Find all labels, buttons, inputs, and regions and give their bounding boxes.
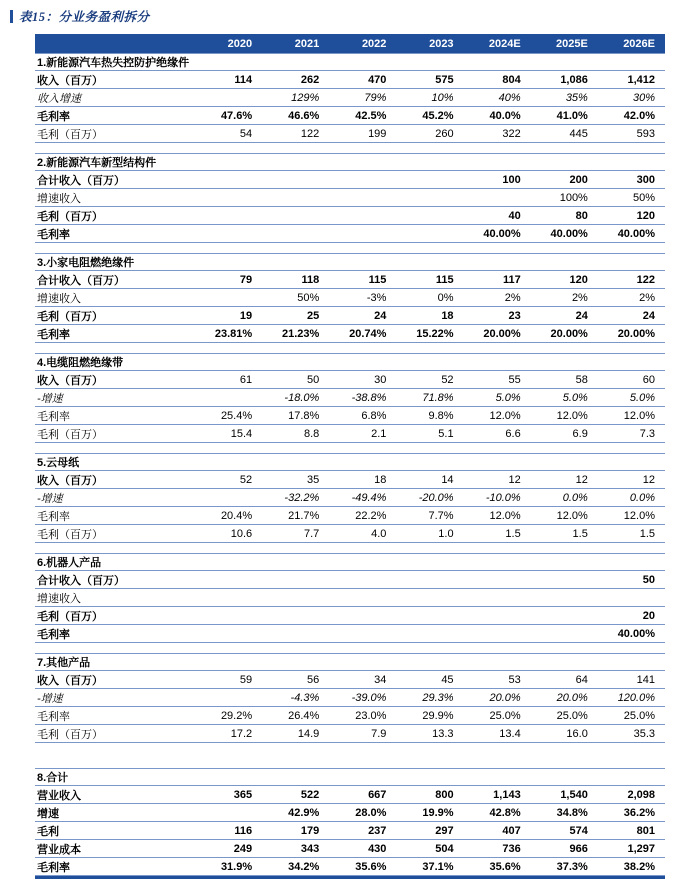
column-header-2021: 2021: [294, 37, 320, 50]
table-cell: 115: [435, 273, 454, 286]
table-cell: 5.0%: [629, 391, 655, 404]
table-row: [35, 607, 665, 625]
table-cell: 30%: [632, 91, 655, 104]
row-label: 收入（百万）: [37, 474, 103, 487]
table-cell: 19.9%: [422, 806, 454, 819]
table-cell: 47.6%: [220, 109, 253, 122]
row-label: 毛利率: [37, 861, 70, 874]
table-cell: 445: [569, 127, 588, 140]
row-label: 合计收入（百万）: [37, 574, 125, 587]
section-header-label: 5.云母纸: [37, 457, 80, 469]
column-header-2026e: 2026E: [623, 37, 655, 50]
table-row: [35, 171, 665, 189]
table-cell: 24: [642, 309, 655, 322]
table-cell: 100%: [559, 191, 588, 204]
table-cell: 5.0%: [495, 391, 521, 404]
table-cell: 25.0%: [556, 709, 588, 722]
section-header-row: [35, 453, 665, 471]
table-cell: 574: [569, 824, 588, 837]
table-title: 表15：分业务盈利拆分: [19, 10, 150, 24]
column-header-2022: 2022: [361, 37, 387, 50]
table-cell: 52: [441, 373, 454, 386]
table-row: [35, 507, 665, 525]
table-row: [35, 371, 665, 389]
table-cell: 38.2%: [623, 860, 655, 873]
table-cell: 1.5: [572, 527, 588, 540]
table-cell: 736: [502, 842, 521, 855]
table-cell: 34: [374, 673, 387, 686]
table-cell: 40%: [498, 91, 521, 104]
row-label: 营业收入: [37, 789, 81, 802]
table-cell: 801: [636, 824, 655, 837]
table-row: [35, 840, 665, 858]
section-gap: [35, 343, 665, 353]
table-cell: 42.0%: [623, 109, 655, 122]
table-cell: 21.23%: [281, 327, 320, 340]
table-cell: 50: [642, 573, 655, 586]
section-header-label: 4.电缆阻燃绝缘带: [37, 357, 124, 369]
segment-profit-table: [35, 34, 665, 879]
table-cell: -18.0%: [284, 391, 320, 404]
table-cell: 2%: [571, 291, 588, 304]
table-row: [35, 125, 665, 143]
table-cell: 129%: [291, 91, 320, 104]
table-cell: 430: [368, 842, 387, 855]
table-cell: 237: [368, 824, 387, 837]
table-cell: 42.5%: [355, 109, 387, 122]
column-header-2020: 2020: [227, 37, 253, 50]
column-header-2025e: 2025E: [556, 37, 588, 50]
table-cell: 20.74%: [349, 327, 387, 340]
table-cell: 37.3%: [556, 860, 588, 873]
row-label: 增速收入: [37, 592, 81, 605]
table-cell: 15.22%: [416, 327, 454, 340]
table-cell: 26.4%: [288, 709, 320, 722]
table-cell: 12.0%: [489, 509, 521, 522]
row-label: 收入（百万）: [37, 374, 103, 387]
table-cell: 260: [435, 127, 454, 140]
row-label: 增速收入: [37, 292, 81, 305]
table-cell: 118: [301, 273, 320, 286]
table-cell: 18: [374, 473, 387, 486]
table-cell: 45.2%: [422, 109, 454, 122]
table-cell: 25.0%: [623, 709, 655, 722]
table-cell: 23.0%: [355, 709, 387, 722]
table-row: [35, 489, 665, 507]
table-cell: 71.8%: [422, 391, 454, 404]
table-cell: 35.6%: [355, 860, 387, 873]
row-label: 毛利（百万）: [37, 610, 103, 623]
table-cell: -4.3%: [290, 691, 320, 704]
table-cell: 122: [636, 273, 655, 286]
table-cell: 14.9: [297, 727, 320, 740]
table-cell: 29.9%: [422, 709, 454, 722]
table-row: [35, 571, 665, 589]
table-cell: 37.1%: [422, 860, 454, 873]
table-cell: 50%: [297, 291, 320, 304]
table-cell: 322: [502, 127, 521, 140]
table-cell: 35%: [565, 91, 588, 104]
table-cell: 29.2%: [220, 709, 253, 722]
section-gap: [35, 543, 665, 553]
section-header-row: [35, 353, 665, 371]
table-cell: 262: [300, 73, 320, 86]
table-cell: 6.6: [505, 427, 521, 440]
table-cell: 2.1: [371, 427, 387, 440]
table-cell: 5.0%: [562, 391, 588, 404]
table-cell: 9.8%: [428, 409, 454, 422]
table-cell: 120.0%: [617, 691, 655, 704]
table-cell: 120: [569, 273, 588, 286]
table-cell: 23.81%: [214, 327, 253, 340]
table-cell: 28.0%: [355, 806, 387, 819]
table-row: [35, 71, 665, 89]
table-cell: 1,086: [560, 73, 588, 86]
column-header-2024e: 2024E: [488, 37, 521, 50]
table-cell: 10%: [431, 91, 454, 104]
row-label: 毛利: [37, 825, 59, 838]
section-header-row: [35, 653, 665, 671]
table-cell: 1,540: [560, 788, 588, 801]
table-row: [35, 389, 665, 407]
table-cell: 200: [569, 173, 588, 186]
section-header-label: 6.机器人产品: [37, 557, 102, 569]
table-cell: 35: [307, 473, 320, 486]
row-label: 收入（百万）: [37, 674, 103, 687]
table-cell: 0.0%: [562, 491, 588, 504]
table-row: [35, 271, 665, 289]
table-cell: 20.0%: [489, 691, 521, 704]
table-cell: 29.3%: [422, 691, 454, 704]
table-cell: 60: [642, 373, 655, 386]
table-cell: 25: [307, 309, 320, 322]
row-label: 合计收入（百万）: [37, 274, 125, 287]
section-header-label: 3.小家电阻燃绝缘件: [37, 257, 135, 269]
table-cell: 50: [307, 373, 320, 386]
table-cell: 13.3: [432, 727, 454, 740]
table-cell: 23: [508, 309, 521, 322]
table-cell: 1,297: [627, 842, 655, 855]
table-cell: 116: [234, 824, 253, 837]
table-row: [35, 289, 665, 307]
table-cell: 40: [508, 209, 521, 222]
row-label: 毛利率: [37, 110, 70, 123]
row-label: -增速: [37, 692, 63, 705]
section-gap: [35, 243, 665, 253]
column-header-2023: 2023: [429, 37, 454, 50]
table-cell: 79%: [364, 91, 387, 104]
table-cell: 42.9%: [288, 806, 320, 819]
section-gap: [35, 143, 665, 153]
table-cell: 15.4: [230, 427, 253, 440]
table-cell: 52: [239, 473, 253, 486]
table-cell: 1.0: [438, 527, 454, 540]
table-row: [35, 471, 665, 489]
table-cell: 20: [642, 609, 655, 622]
table-cell: 61: [239, 373, 253, 386]
section-header-row: [35, 153, 665, 171]
table-cell: -32.2%: [284, 491, 320, 504]
row-label: 合计收入（百万）: [37, 174, 125, 187]
row-label: 毛利率: [37, 510, 70, 523]
section-header-label: 1.新能源汽车热失控防护绝缘件: [37, 57, 190, 69]
table-cell: 199: [368, 127, 387, 140]
section-header-label: 7.其他产品: [37, 657, 91, 669]
table-cell: 25.4%: [220, 409, 253, 422]
row-label: 增速收入: [37, 192, 81, 205]
table-cell: 7.3: [639, 427, 655, 440]
table-cell: 297: [435, 824, 454, 837]
table-cell: 56: [307, 673, 320, 686]
table-cell: 6.8%: [361, 409, 387, 422]
table-cell: 800: [435, 788, 454, 801]
table-row: [35, 689, 665, 707]
table-cell: 4.0: [371, 527, 387, 540]
title-accent-bar: [10, 10, 13, 23]
table-cell: 20.0%: [556, 691, 588, 704]
table-row: [35, 804, 665, 822]
section-gap: [35, 743, 665, 768]
table-cell: 8.8: [303, 427, 320, 440]
table-cell: 7.7: [303, 527, 320, 540]
row-label: 毛利（百万）: [37, 128, 103, 141]
table-cell: 40.00%: [483, 227, 521, 240]
table-row: [35, 425, 665, 443]
table-cell: 19: [239, 309, 253, 322]
table-row: [35, 207, 665, 225]
table-cell: 120: [636, 209, 655, 222]
row-label: 毛利率: [37, 228, 70, 241]
row-label: 营业成本: [37, 843, 81, 856]
table-cell: 179: [300, 824, 320, 837]
table-row: [35, 307, 665, 325]
table-cell: 522: [300, 788, 320, 801]
row-label: 毛利率: [37, 328, 70, 341]
table-cell: 35.6%: [489, 860, 521, 873]
row-label: -增速: [37, 392, 63, 405]
table-cell: 141: [636, 673, 655, 686]
table-cell: 34.2%: [288, 860, 320, 873]
table-cell: -38.8%: [351, 391, 387, 404]
table-cell: 46.6%: [288, 109, 320, 122]
row-label: 收入增速: [37, 92, 81, 105]
table-cell: 7.9: [371, 727, 387, 740]
table-row: [35, 525, 665, 543]
table-row: [35, 725, 665, 743]
table-cell: 22.2%: [355, 509, 387, 522]
row-label: 收入（百万）: [37, 74, 103, 87]
table-cell: 12.0%: [623, 409, 655, 422]
table-cell: 41.0%: [556, 109, 588, 122]
table-cell: 55: [508, 373, 521, 386]
table-cell: 2,098: [627, 788, 655, 801]
table-row: [35, 107, 665, 125]
table-cell: 79: [239, 273, 253, 286]
table-cell: 18: [441, 309, 454, 322]
table-row: [35, 707, 665, 725]
table-cell: 21.7%: [288, 509, 320, 522]
table-cell: -49.4%: [351, 491, 387, 504]
table-cell: 10.6: [230, 527, 253, 540]
table-cell: 7.7%: [428, 509, 454, 522]
table-title-row: [10, 7, 700, 25]
table-cell: 59: [239, 673, 253, 686]
table-cell: 6.9: [572, 427, 588, 440]
section-header-row: [35, 768, 665, 786]
table-cell: 31.9%: [220, 860, 253, 873]
table-cell: 64: [575, 673, 588, 686]
table-cell: 575: [435, 73, 454, 86]
section-header-row: [35, 253, 665, 271]
table-cell: 20.00%: [483, 327, 521, 340]
table-cell: 17.2: [230, 727, 253, 740]
table-cell: 13.4: [499, 727, 521, 740]
row-label: 毛利（百万）: [37, 728, 103, 741]
table-row: [35, 858, 665, 876]
table-row: [35, 407, 665, 425]
table-cell: 40.00%: [550, 227, 588, 240]
row-label: 增速: [37, 807, 59, 820]
table-cell: 667: [368, 788, 387, 801]
table-cell: -3%: [366, 291, 387, 304]
table-cell: 45: [441, 673, 454, 686]
table-cell: 12.0%: [556, 509, 588, 522]
table-row: [35, 589, 665, 607]
table-cell: 54: [239, 127, 253, 140]
table-cell: 40.0%: [489, 109, 521, 122]
row-label: 毛利（百万）: [37, 528, 103, 541]
table-body: [35, 53, 665, 876]
table-cell: 20.00%: [617, 327, 655, 340]
row-label: 毛利率: [37, 410, 70, 423]
table-row: [35, 822, 665, 840]
table-cell: 42.8%: [489, 806, 521, 819]
table-cell: 40.00%: [617, 227, 655, 240]
table-cell: 12.0%: [489, 409, 521, 422]
table-cell: 17.8%: [288, 409, 320, 422]
table-cell: 407: [502, 824, 521, 837]
row-label: 毛利率: [37, 628, 70, 641]
table-cell: 1.5: [639, 527, 655, 540]
table-cell: 24: [575, 309, 588, 322]
table-cell: 58: [575, 373, 588, 386]
table-row: [35, 786, 665, 804]
table-cell: 504: [435, 842, 454, 855]
table-cell: 966: [569, 842, 588, 855]
table-cell: 804: [502, 73, 521, 86]
table-cell: 0%: [437, 291, 454, 304]
section-header-label: 8.合计: [37, 772, 69, 784]
table-cell: 343: [300, 842, 320, 855]
section-header-row: [35, 553, 665, 571]
table-row: [35, 189, 665, 207]
table-cell: 14: [441, 473, 454, 486]
table-cell: 1,143: [493, 788, 521, 801]
table-cell: -20.0%: [418, 491, 454, 504]
table-row: [35, 671, 665, 689]
table-cell: 12.0%: [623, 509, 655, 522]
table-cell: 122: [300, 127, 320, 140]
table-cell: -39.0%: [351, 691, 387, 704]
table-cell: 2%: [639, 291, 655, 304]
table-cell: 24: [374, 309, 387, 322]
table-cell: 16.0: [566, 727, 588, 740]
table-cell: 114: [234, 73, 253, 86]
table-cell: 53: [508, 673, 521, 686]
table-cell: 117: [502, 273, 521, 286]
table-cell: 12: [642, 473, 655, 486]
table-cell: 12: [508, 473, 521, 486]
table-cell: 20.00%: [550, 327, 588, 340]
table-cell: 80: [575, 209, 588, 222]
table-cell: 40.00%: [617, 627, 655, 640]
table-cell: 2%: [504, 291, 521, 304]
table-cell: 249: [233, 842, 253, 855]
row-label: 毛利（百万）: [37, 310, 103, 323]
table-row: [35, 625, 665, 643]
table-cell: 115: [368, 273, 387, 286]
table-cell: 50%: [632, 191, 655, 204]
table-row: [35, 225, 665, 243]
table-cell: 593: [636, 127, 655, 140]
section-gap: [35, 443, 665, 453]
row-label: 毛利（百万）: [37, 210, 103, 223]
table-cell: 365: [233, 788, 253, 801]
table-row: [35, 89, 665, 107]
table-cell: 34.8%: [556, 806, 588, 819]
table-cell: 1.5: [505, 527, 521, 540]
section-header-row: [35, 53, 665, 71]
section-gap: [35, 643, 665, 653]
row-label: 毛利（百万）: [37, 428, 103, 441]
table-cell: 1,412: [627, 73, 655, 86]
table-cell: 12: [575, 473, 588, 486]
row-label: 毛利率: [37, 710, 70, 723]
table-cell: 35.3: [633, 727, 655, 740]
table-cell: 30: [374, 373, 387, 386]
table-cell: 300: [636, 173, 655, 186]
table-row: [35, 325, 665, 343]
table-cell: 470: [368, 73, 387, 86]
table-cell: 5.1: [438, 427, 454, 440]
table-cell: 36.2%: [623, 806, 655, 819]
section-header-label: 2.新能源汽车新型结构件: [37, 157, 157, 169]
row-label: -增速: [37, 492, 63, 505]
table-cell: 0.0%: [629, 491, 655, 504]
table-cell: 25.0%: [489, 709, 521, 722]
table-header-row: [35, 34, 665, 53]
table-cell: 12.0%: [556, 409, 588, 422]
table-cell: -10.0%: [485, 491, 521, 504]
table-cell: 100: [502, 173, 521, 186]
table-cell: 20.4%: [220, 509, 253, 522]
